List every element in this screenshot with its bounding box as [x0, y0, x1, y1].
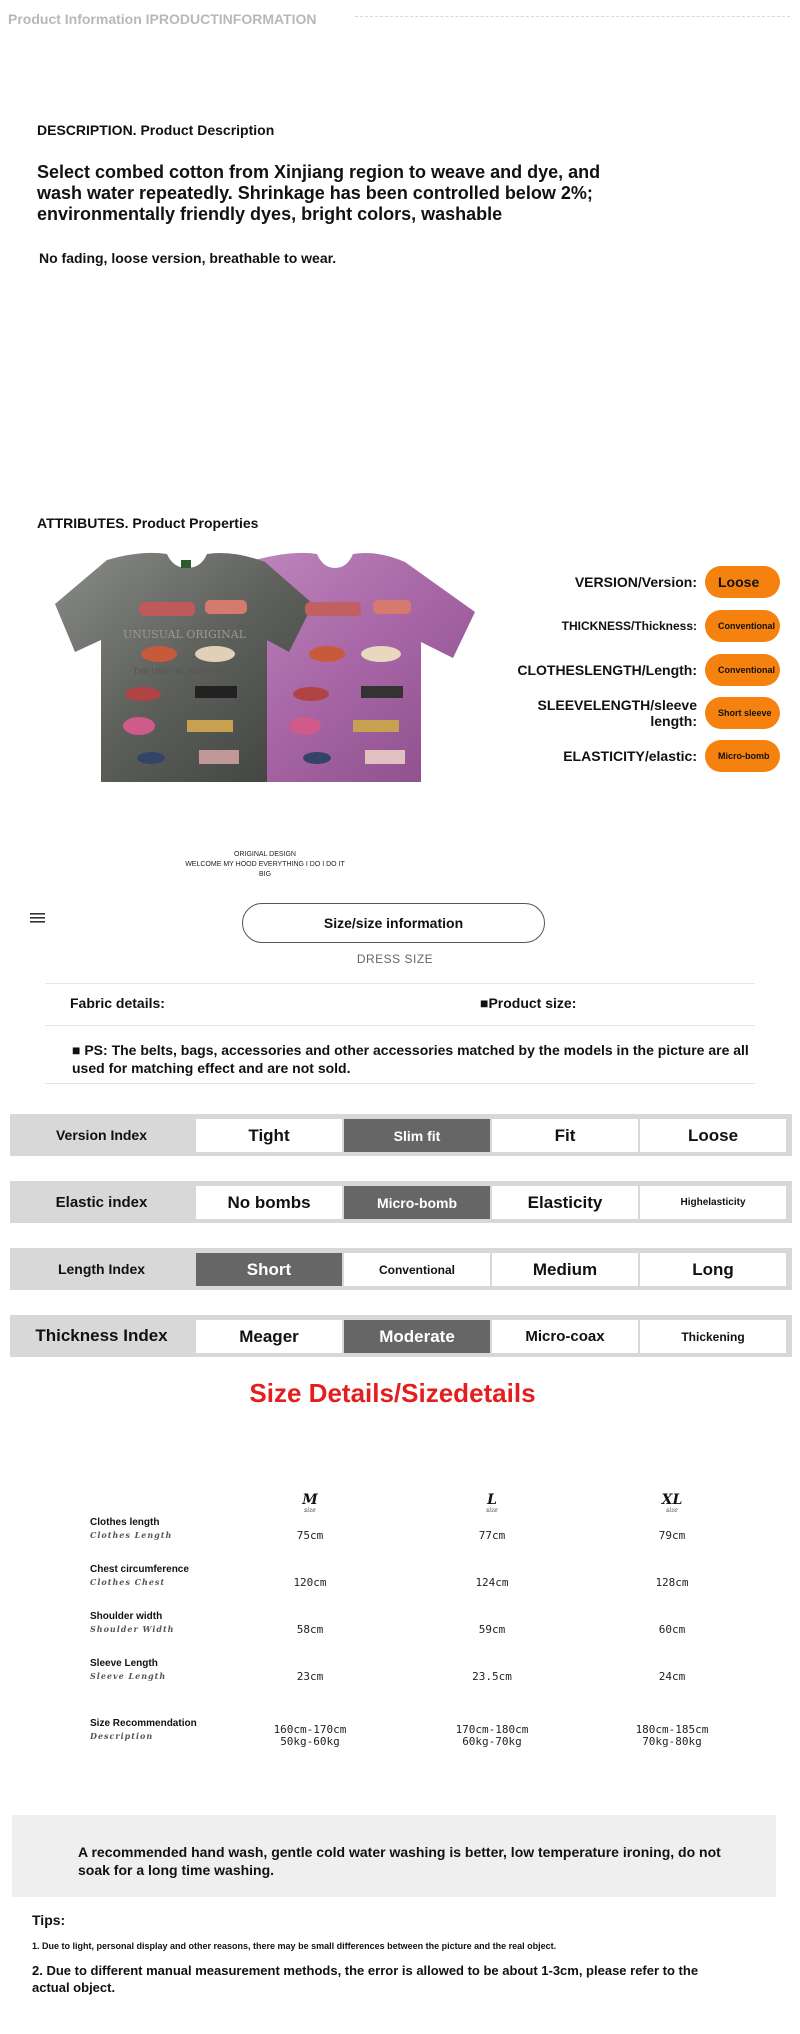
index-label: Elastic index [55, 1193, 148, 1211]
patch [141, 646, 177, 662]
attribute-value-pill: Conventional [705, 610, 780, 642]
size-row-label-italic: Clothes Length [90, 1530, 173, 1540]
index-cell: Thickening [640, 1320, 786, 1353]
index-cell: Highelasticity [640, 1186, 786, 1219]
fabric-details-label: Fabric details: [70, 995, 165, 1011]
thickness-index-row [10, 1315, 792, 1357]
index-cell: Meager [196, 1320, 342, 1353]
size-row-label-italic: Description [90, 1731, 154, 1741]
index-cell: Elasticity [492, 1186, 638, 1219]
size-value: 75cm [296, 1529, 324, 1542]
size-row-label [90, 1718, 240, 1742]
patch [187, 720, 233, 732]
patch [289, 717, 321, 735]
size-height-range: 170cm-180cm [455, 1723, 529, 1736]
size-row-label [90, 1564, 240, 1588]
length-index-row [10, 1248, 792, 1290]
size-value: 77cm [478, 1529, 506, 1542]
patch [137, 752, 165, 764]
index-label: Version Index [55, 1127, 148, 1143]
attribute-clothes-length [517, 654, 780, 686]
divider [45, 983, 755, 984]
size-caption: size [666, 1507, 678, 1514]
size-details-title: Size Details/Sizedetails [249, 1378, 536, 1408]
patch [365, 750, 405, 764]
patch [139, 602, 195, 616]
divider [45, 1025, 755, 1026]
size-recommendation [602, 1724, 742, 1748]
patch [195, 646, 235, 662]
size-height-range: 180cm-185cm [635, 1723, 709, 1736]
version-index-row [10, 1114, 792, 1156]
attribute-name: SLEEVELENGTH/sleeve length: [537, 697, 697, 729]
index-cell: Medium [492, 1253, 638, 1286]
attribute-elasticity [563, 740, 780, 772]
attribute-value-pill: Conventional [705, 654, 780, 686]
index-cell-selected: Moderate [344, 1320, 490, 1353]
product-size-label: ■Product size: [480, 995, 577, 1011]
size-row-label [90, 1611, 240, 1635]
patch [373, 600, 411, 614]
patch [195, 686, 237, 698]
index-cell-selected: Short [196, 1253, 342, 1286]
index-cell: Fit [492, 1119, 638, 1152]
size-row-label-italic: Shoulder Width [90, 1624, 175, 1634]
patch [309, 646, 345, 662]
patch [361, 646, 401, 662]
attribute-name: VERSION/Version: [574, 574, 697, 590]
attribute-thickness [562, 610, 780, 642]
index-cell: Micro-coax [492, 1320, 638, 1353]
product-image [55, 548, 475, 788]
size-row-label-en: Sleeve Length [90, 1658, 158, 1669]
dress-size-subtitle: DRESS SIZE [356, 952, 434, 966]
size-value: 24cm [658, 1670, 686, 1683]
size-row-label-en: Size Recommendation [90, 1718, 197, 1729]
attribute-value-pill: Loose [705, 566, 780, 598]
size-value: 23cm [296, 1670, 324, 1683]
index-cell: Conventional [344, 1253, 490, 1286]
size-header-l [442, 1493, 542, 1514]
elastic-index-row [10, 1181, 792, 1223]
index-cell: Tight [196, 1119, 342, 1152]
patch [353, 720, 399, 732]
original-design-caption [180, 850, 350, 880]
size-row-label-en: Chest circumference [90, 1564, 189, 1575]
patch [125, 687, 161, 701]
header-divider [355, 16, 790, 17]
size-name: M [302, 1492, 318, 1508]
care-instructions-text: A recommended hand wash, gentle cold water washing is better, low temperature ironing, do not soak for a long time washing. [78, 1844, 721, 1878]
original-design-slogan: WELCOME MY HOOD EVERYTHING I DO I DO IT BIG [185, 861, 345, 878]
tips-label: Tips: [32, 1912, 66, 1928]
index-cell-selected: Slim fit [344, 1119, 490, 1152]
index-cell: Long [640, 1253, 786, 1286]
size-value: 79cm [658, 1529, 686, 1542]
tip-item: 1. Due to light, personal display and other reasons, there may be small differences between the picture and the real object. [32, 1941, 557, 1951]
patch [123, 717, 155, 735]
attributes-label: ATTRIBUTES. Product Properties [37, 515, 259, 531]
size-row-label-italic: Clothes Chest [90, 1577, 166, 1587]
shirt-print-text-2: THE USUL IN YOUR LIFE [133, 667, 228, 676]
size-recommendation [422, 1724, 562, 1748]
attribute-sleeve-length [527, 697, 780, 729]
attribute-version [575, 566, 780, 598]
index-label: Length Index [57, 1261, 146, 1277]
description-note: No fading, loose version, breathable to wear. [39, 250, 337, 266]
size-info-title: Size/size information [242, 903, 545, 943]
size-row-label-italic: Sleeve Length [90, 1671, 167, 1681]
size-value: 128cm [655, 1576, 689, 1589]
tshirt-illustration [55, 548, 475, 788]
size-name: L [487, 1492, 497, 1508]
size-value: 58cm [296, 1623, 324, 1636]
size-header-xl [622, 1493, 722, 1514]
attribute-name: THICKNESS/Thickness: [561, 619, 697, 633]
hamburger-icon[interactable] [30, 912, 46, 924]
neck-label [181, 560, 191, 568]
ps-note: ■ PS: The belts, bags, accessories and other accessories matched by the models in the picture are all used for matching effect and are not sold. [72, 1042, 749, 1076]
size-recommendation [240, 1724, 380, 1748]
size-header-m [260, 1493, 360, 1514]
size-weight-range: 70kg-80kg [642, 1735, 702, 1748]
index-cell-selected: Micro-bomb [344, 1186, 490, 1219]
patch [205, 600, 247, 614]
patch [305, 602, 361, 616]
size-caption: size [304, 1507, 316, 1514]
attribute-value-pill: Micro-bomb [705, 740, 780, 772]
description-body: Select combed cotton from Xinjiang region to weave and dye, and wash water repeatedly. Shrinkage has been controlled below 2%; environmentally friendly dyes, bright colors, washable [37, 162, 601, 224]
size-name: XL [661, 1492, 683, 1508]
patch [361, 686, 403, 698]
size-caption: size [486, 1507, 498, 1514]
size-row-label [90, 1658, 240, 1682]
index-label: Thickness Index [35, 1326, 168, 1345]
size-weight-range: 50kg-60kg [280, 1735, 340, 1748]
shirt-print-text: UNUSUAL ORIGINAL [123, 628, 247, 641]
tip-item: 2. Due to different manual measurement methods, the error is allowed to be about 1-3cm, please refer to the actual object. [32, 1963, 699, 1995]
size-height-range: 160cm-170cm [273, 1723, 347, 1736]
index-cell: Loose [640, 1119, 786, 1152]
section-header-title: Product Information IPRODUCTINFORMATION [8, 11, 317, 27]
original-design-line: ORIGINAL DESIGN [234, 851, 296, 858]
size-value: 23.5cm [472, 1670, 512, 1683]
size-row-label-en: Clothes length [90, 1517, 160, 1528]
divider [45, 1083, 755, 1084]
index-cell: No bombs [196, 1186, 342, 1219]
attribute-name: CLOTHESLENGTH/Length: [517, 662, 697, 678]
size-row-label [90, 1517, 240, 1541]
size-value: 120cm [293, 1576, 327, 1589]
size-value: 60cm [658, 1623, 686, 1636]
patch [293, 687, 329, 701]
size-weight-range: 60kg-70kg [462, 1735, 522, 1748]
attribute-name: ELASTICITY/elastic: [563, 748, 697, 764]
patch [199, 750, 239, 764]
attribute-value-pill: Short sleeve [705, 697, 780, 729]
size-value: 59cm [478, 1623, 506, 1636]
description-label: DESCRIPTION. Product Description [37, 122, 275, 138]
size-row-label-en: Shoulder width [90, 1611, 163, 1622]
size-value: 124cm [475, 1576, 509, 1589]
patch [303, 752, 331, 764]
